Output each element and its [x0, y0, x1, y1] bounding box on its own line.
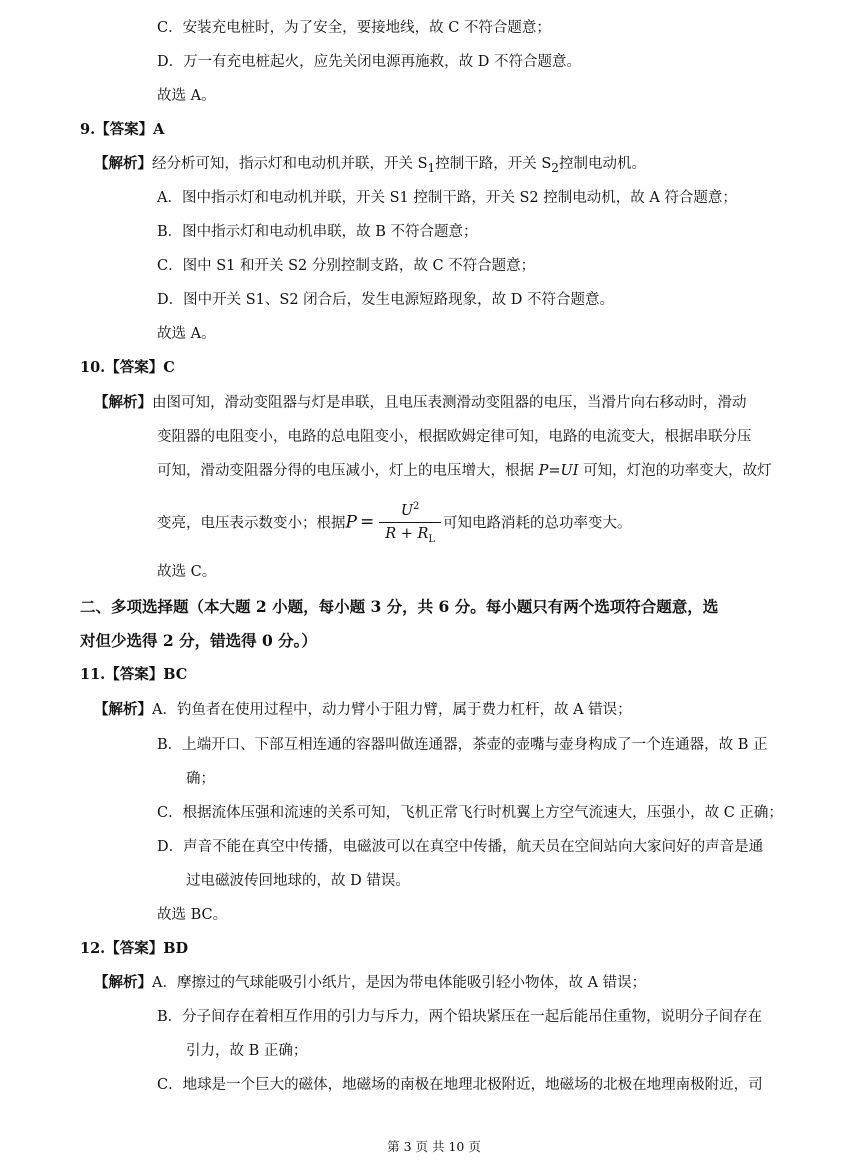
power-fraction: $\frac{U^2}{R + R_L}$ — [379, 496, 441, 551]
q11-option-b-line1: B．上端开口、下部互相连通的容器叫做连通器，茶壶的壶嘴与壶身构成了一个连通器，故 B 正 — [157, 737, 768, 753]
q10-choice: 故选 C。 — [157, 564, 217, 580]
q10-analysis-line4: 变亮，电压表示数变小；根据P = $\frac{U^2}{R + R_L}$ 可知电路消耗的总功率变大。 — [157, 496, 632, 551]
q10-analysis-line1: 【解析】由图可知，滑动变阻器与灯是串联，且电压表测滑动变阻器的电压，当滑片向右移动时，滑动 — [94, 394, 747, 411]
q12-answer: 12.【答案】BD — [80, 940, 189, 957]
q9-option-a: A．图中指示灯和电动机并联，开关 S1 控制干路，开关 S2 控制电动机，故 A 符合题意； — [157, 190, 737, 206]
q9-option-b: B．图中指示灯和电动机串联，故 B 不符合题意； — [157, 224, 478, 240]
formula-equals: = — [359, 512, 375, 533]
analysis-tag: 【解析】 — [94, 394, 152, 411]
q9-option-d: D．图中开关 S1、S2 闭合后，发生电源短路现象，故 D 不符合题意。 — [157, 292, 615, 308]
analysis-tag: 【解析】 — [94, 974, 152, 991]
q12-option-c-line1: C．地球是一个巨大的磁体，地磁场的南极在地理北极附近，地磁场的北极在地理南极附近，司 — [157, 1077, 763, 1093]
fraction-numerator: U — [400, 502, 414, 519]
q11-option-d-line2: 过电磁波传回地球的，故 D 错误。 — [186, 873, 410, 889]
power-formula: P=UI — [538, 463, 579, 479]
page-footer: 第 3 页 共 10 页 — [387, 1139, 481, 1154]
q8-option-d: D．万一有充电桩起火，应先关闭电源再施救，故 D 不符合题意。 — [157, 54, 581, 70]
formula-lhs: P — [345, 512, 357, 533]
q12-option-b-line2: 引力，故 B 正确； — [186, 1043, 308, 1059]
q8-choice: 故选 A。 — [157, 88, 216, 104]
q12-option-a: 【解析】A．摩擦过的气球能吸引小纸片，是因为带电体能吸引轻小物体，故 A 错误； — [94, 974, 647, 991]
q10-analysis-line3: 可知，滑动变阻器分得的电压减小，灯上的电压增大，根据 P=UI 可知，灯泡的功率变大，故灯 — [157, 463, 772, 479]
analysis-tag: 【解析】 — [94, 701, 152, 718]
q9-analysis: 【解析】经分析可知，指示灯和电动机并联，开关 $S_1$控制干路，开关 $S_2$控制电动机。 — [94, 155, 646, 175]
section-heading-line2: 对但少选得 2 分，错选得 0 分。） — [80, 631, 317, 650]
q10-answer: 10.【答案】C — [80, 359, 175, 376]
q10-analysis-line2: 变阻器的电阻变小，电路的总电阻变小，根据欧姆定律可知，电路的电流变大，根据串联分压 — [157, 429, 752, 445]
q9-answer: 9.【答案】A — [80, 121, 165, 138]
q8-option-c: C．安装充电桩时，为了安全，要接地线，故 C 不符合题意； — [157, 20, 551, 36]
q11-answer: 11.【答案】BC — [80, 666, 188, 683]
fraction-denominator: R + R — [385, 525, 429, 542]
analysis-tag: 【解析】 — [94, 155, 152, 172]
q9-option-c: C．图中 S1 和开关 S2 分别控制支路，故 C 不符合题意； — [157, 258, 536, 274]
section-heading-line1: 二、多项选择题（本大题 2 小题，每小题 3 分，共 6 分。每小题只有两个选项符合题意，选 — [80, 597, 719, 616]
q9-choice: 故选 A。 — [157, 326, 216, 342]
q11-option-c: C．根据流体压强和流速的关系可知，飞机正常飞行时机翼上方空气流速大，压强小，故 C 正确； — [157, 805, 783, 821]
q11-option-a: 【解析】A．钓鱼者在使用过程中，动力臂小于阻力臂，属于费力杠杆，故 A 错误； — [94, 701, 632, 718]
q12-option-b-line1: B．分子间存在着相互作用的引力与斥力，两个铅块紧压在一起后能吊住重物，说明分子间存在 — [157, 1009, 763, 1025]
q11-option-b-line2: 确； — [186, 771, 215, 787]
q11-choice: 故选 BC。 — [157, 907, 228, 923]
q11-option-d-line1: D．声音不能在真空中传播，电磁波可以在真空中传播，航天员在空间站向大家问好的声音是通 — [157, 839, 764, 855]
